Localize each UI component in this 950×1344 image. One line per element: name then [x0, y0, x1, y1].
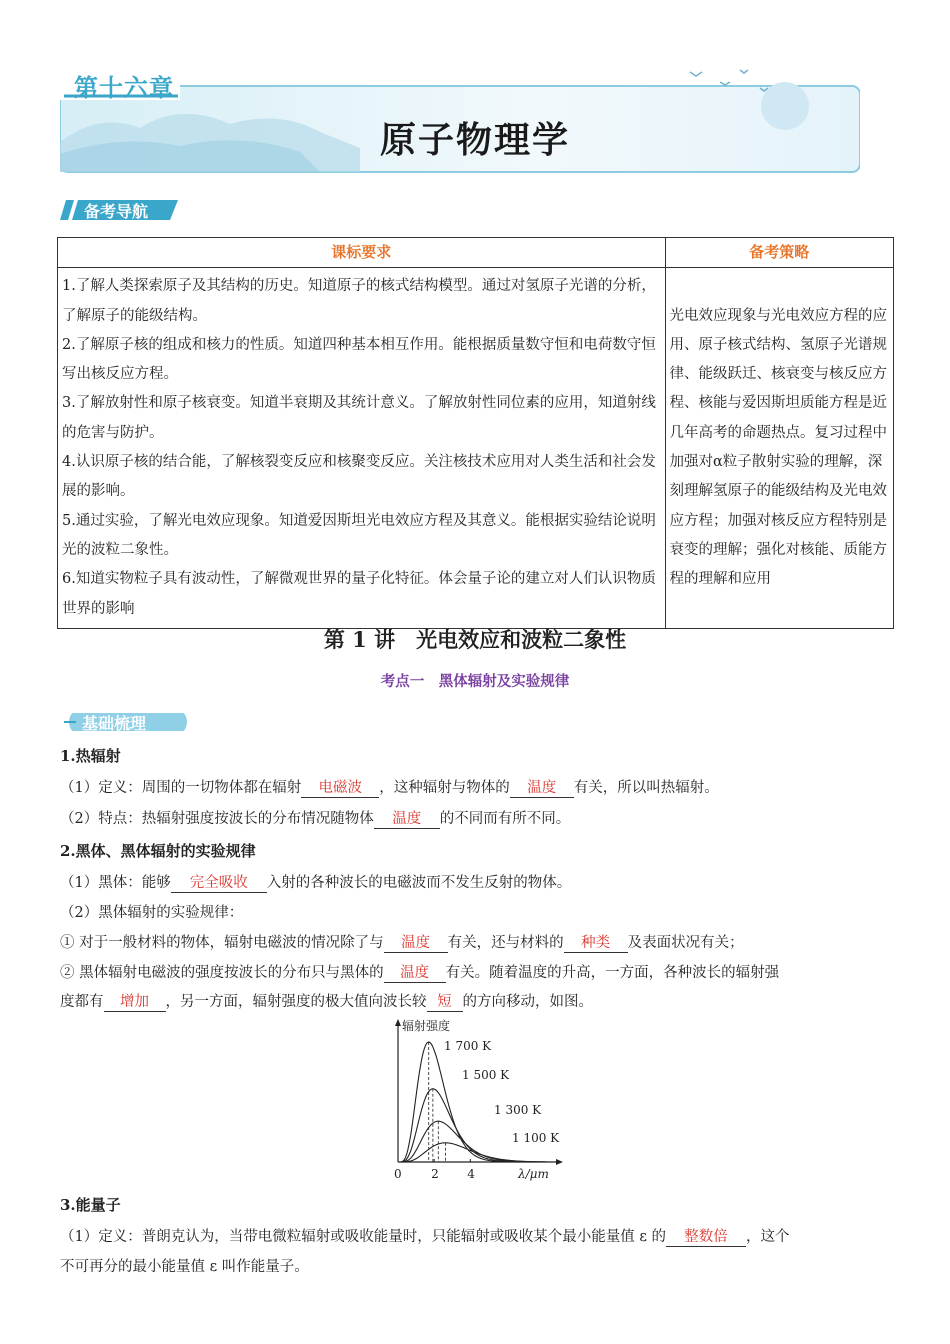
blackbody-law-heading: （2）黑体辐射的实验规律：	[60, 905, 244, 921]
heat-radiation-definition	[60, 776, 719, 798]
blackbody-law-2	[60, 961, 779, 983]
text: 的方向移动，如图。	[462, 994, 593, 1010]
blackbody-radiation-chart	[380, 1016, 580, 1184]
answer-blank: 整数倍	[666, 1225, 746, 1247]
energy-quantum-definition-cont: 不可再分的最小能量值 ε 叫作能量子。	[60, 1259, 309, 1275]
chapter-tag: 第十六章	[74, 74, 174, 102]
nav-label-badge	[60, 198, 182, 222]
point-title: 考点一 黑体辐射及实验规律	[380, 674, 570, 690]
basics-label: 基础梳理	[82, 714, 147, 733]
requirements-table	[57, 237, 894, 629]
section-number: 2.	[60, 842, 76, 860]
requirement-item: 2.了解原子核的组成和核力的性质。知道四种基本相互作用。能根据质量数守恒和电荷数守恒写出核反应方程。	[62, 336, 656, 383]
y-axis-label: 辐射强度	[402, 1019, 451, 1033]
text: 有关，还与材料的	[447, 935, 564, 951]
answer-blank: 种类	[564, 931, 628, 953]
text: 及表面状况有关；	[627, 935, 744, 951]
chapter-title: 原子物理学	[379, 119, 570, 161]
answer-blank: 温度	[384, 961, 446, 983]
text: 入射的各种波长的电磁波而不发生反射的物体。	[266, 875, 572, 891]
text: （1）定义：普朗克认为，当带电微粒辐射或吸收能量时，只能辐射或吸收某个最小能量值 ε 的	[60, 1229, 666, 1245]
section-energy-quantum	[60, 1194, 121, 1215]
text: ，这种辐射与物体的	[379, 780, 510, 796]
heat-radiation-feature	[60, 807, 570, 829]
basics-label-badge	[62, 710, 192, 734]
energy-quantum-definition	[60, 1225, 789, 1247]
text: ② 黑体辐射电磁波的强度按波长的分布只与黑体的	[60, 965, 384, 981]
lecture-title: 第 1 讲 光电效应和波粒二象性	[323, 627, 627, 652]
x-tick-label: 4	[467, 1167, 475, 1181]
section-number: 1.	[60, 747, 76, 765]
requirement-item: 3.了解放射性和原子核衰变。知道半衰期及其统计意义。了解放射性同位素的应用，知道射线的危害与防护。	[62, 395, 656, 441]
text: （1）定义：周围的一切物体都在辐射	[60, 780, 302, 796]
requirement-item: 1.了解人类探索原子及其结构的历史。知道原子的核式结构模型。通过对氢原子光谱的分析，了解原子的能级结构。	[62, 278, 656, 324]
blackbody-definition	[60, 871, 571, 893]
requirement-item: 6.知道实物粒子具有波动性，了解微观世界的量子化特征。体会量子论的建立对人们认识物质世界的影响	[62, 571, 656, 617]
series-label: 1 300 K	[494, 1103, 542, 1117]
x-axis-label: λ/μm	[518, 1167, 549, 1181]
requirement-item: 5.通过实验，了解光电效应现象。知道爱因斯坦光电效应方程及其意义。能根据实验结论说明光的波粒二象性。	[62, 512, 656, 558]
text: 有关。随着温度的升高，一方面，各种波长的辐射强	[445, 965, 780, 981]
series-label: 1 100 K	[512, 1131, 560, 1145]
x-tick-label: 2	[431, 1167, 439, 1181]
text: （2）特点：热辐射强度按波长的分布情况随物体	[60, 811, 374, 827]
section-title: 能量子	[75, 1196, 121, 1214]
answer-blank: 温度	[384, 931, 448, 953]
series-label: 1 500 K	[462, 1068, 510, 1082]
section-title: 热辐射	[75, 747, 121, 765]
text: 的不同而有所不同。	[439, 811, 571, 827]
text: ，另一方面，辐射强度的极大值向波长较	[165, 994, 427, 1010]
section-title: 黑体、黑体辐射的实验规律	[75, 842, 256, 860]
text: 度都有	[60, 994, 104, 1010]
y-axis-arrow	[395, 1019, 401, 1026]
header-strategy: 备考策略	[665, 238, 894, 268]
curve-1100K	[399, 1143, 548, 1162]
x-axis-arrow	[556, 1159, 563, 1165]
answer-blank: 增加	[104, 990, 166, 1012]
text: 有关，所以叫热辐射。	[573, 780, 719, 796]
strategy-cell: 光电效应现象与光电效应方程的应用、原子核式结构、氢原子光谱规律、能级跃迁、核衰变与核反应方程、核能与爱因斯坦质能方程是近几年高考的命题热点。复习过程中加强对α粒子散射实验的理解，深刻理解氢原子的能级结构及光电效应方程；加强对核反应方程特别是衰变的理解；强化对核能、质能方程的理解和应用	[665, 268, 894, 629]
answer-blank: 温度	[510, 776, 574, 798]
section-blackbody	[60, 840, 256, 861]
blackbody-law-2-cont	[60, 990, 593, 1012]
x-tick-label: 0	[394, 1167, 402, 1181]
answer-blank: 温度	[374, 807, 440, 829]
curve-1500K	[399, 1089, 548, 1162]
text: ① 对于一般材料的物体，辐射电磁波的情况除了与	[60, 935, 384, 951]
text: （1）黑体：能够	[60, 875, 171, 891]
header-curriculum: 课标要求	[58, 238, 666, 268]
blackbody-law-1	[60, 931, 744, 953]
answer-blank: 电磁波	[301, 776, 379, 798]
section-heat-radiation	[60, 745, 121, 766]
text: ，这个	[745, 1229, 790, 1245]
requirement-item: 4.认识原子核的结合能，了解核裂变反应和核聚变反应。关注核技术应用对人类生活和社会发展的影响。	[62, 454, 656, 500]
answer-blank: 短	[427, 990, 463, 1012]
requirements-cell	[58, 268, 666, 629]
series-label: 1 700 K	[444, 1039, 492, 1053]
nav-label: 备考导航	[84, 202, 149, 221]
answer-blank: 完全吸收	[171, 871, 267, 893]
section-number: 3.	[60, 1196, 76, 1214]
